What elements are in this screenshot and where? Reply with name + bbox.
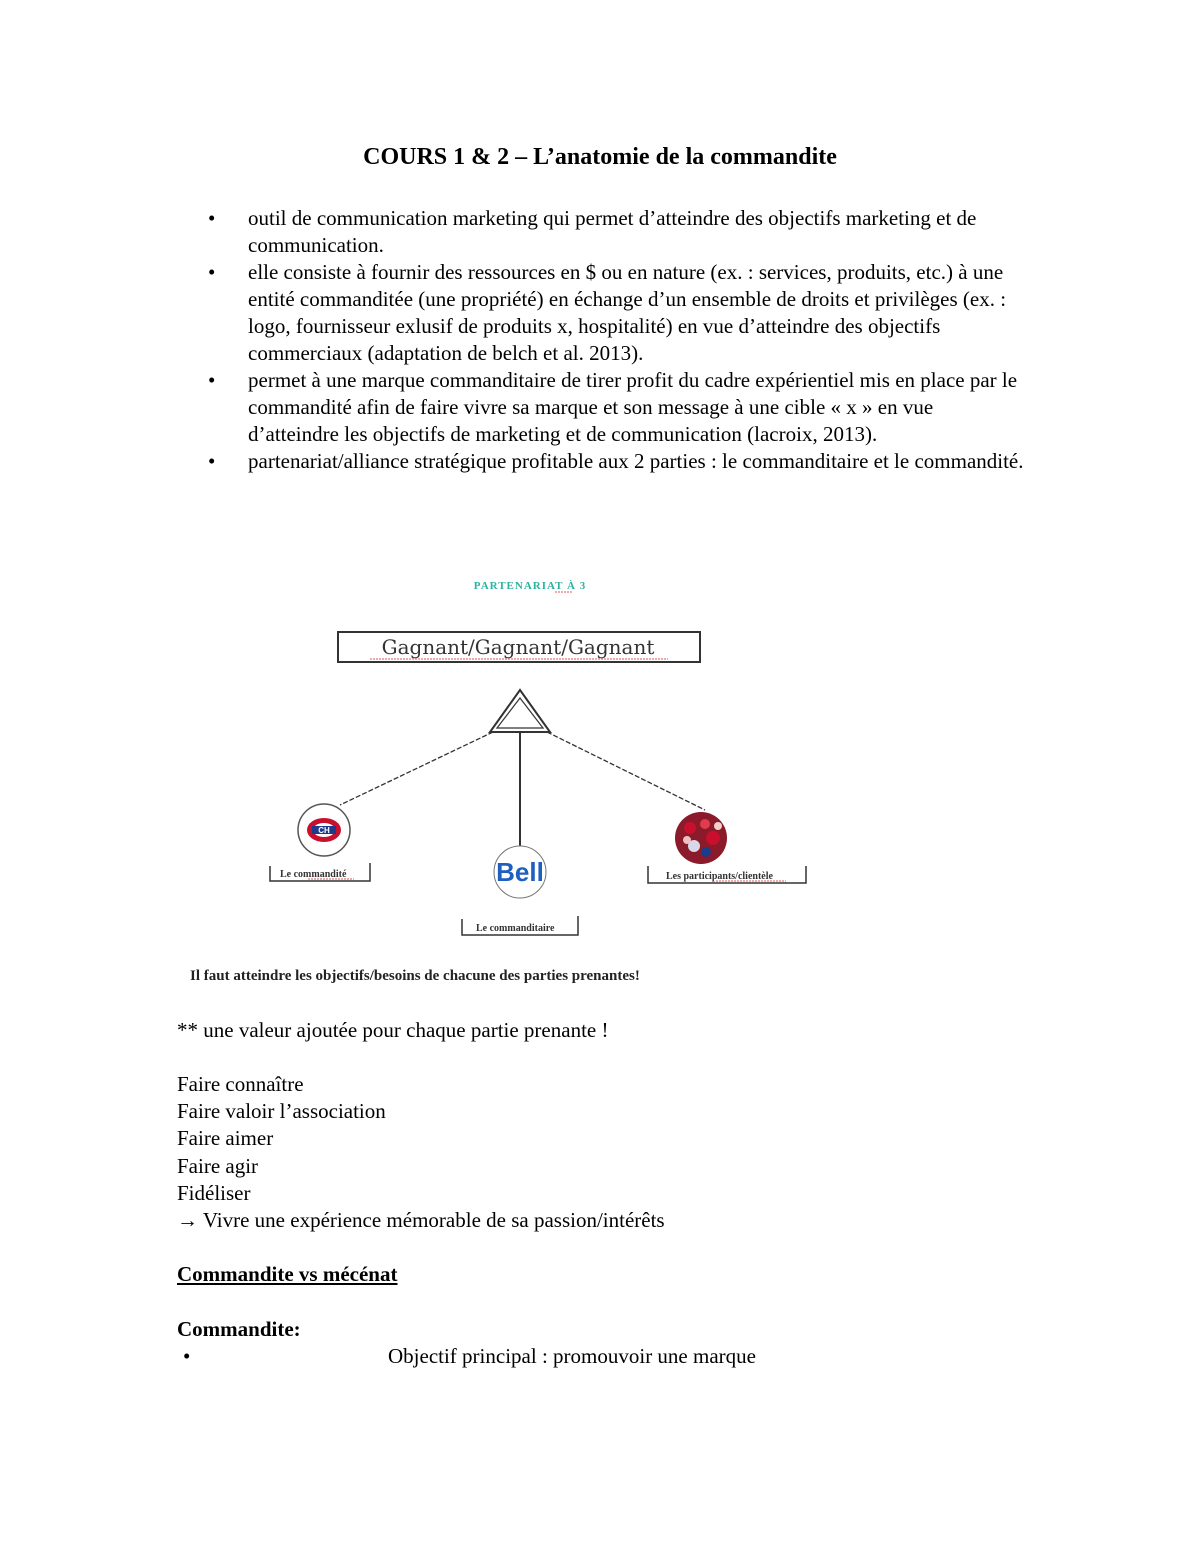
bullet-icon: • [208,449,216,473]
svg-text:CH: CH [318,826,330,835]
goal-item: Faire aimer [177,1126,274,1150]
label-commandite: Le commandité [280,869,347,880]
arrow-right-icon: → [177,1208,198,1232]
list-item: • outil de communication marketing qui permet d’atteindre des objectifs marketing et de communication. [208,206,977,257]
arrow-line: → Vivre une expérience mémorable de sa passion/intérêts [177,1208,665,1232]
definition-list [208,205,1028,475]
goal-item: Faire connaître [177,1072,304,1096]
list-item: • partenariat/alliance stratégique profitable aux 2 parties : le commanditaire et le commandité. [208,449,1024,473]
diagram-header: PARTENARIAT À 3 [473,580,587,592]
section-heading: Commandite vs mécénat [177,1262,398,1286]
sub-bullet-symbol [183,1343,190,1370]
partnership-diagram [250,570,830,950]
page-title: COURS 1 & 2 – L’anatomie de la commandite [363,144,837,170]
svg-text:Bell: Bell [496,857,544,887]
label-commanditaire: Le commanditaire [476,923,555,934]
goal-item: Faire valoir l’association [177,1099,386,1123]
subheading: Commandite: [177,1317,301,1341]
canadiens-logo-icon [298,804,350,856]
connector-right [547,732,705,810]
list-item: • elle consiste à fournir des ressources en $ ou en nature (ex. : services, produits, etc.) à une entité commanditée (une propriété) en échange d’un ensemble de droits et privilèges (ex. : logo, fournisseur exlusif de produits x, hospitalité) en vue d’atteindre des objectifs commerciaux (adaptation de belch et al. 2013). [208,260,1007,365]
label-participants: Les participants/clientèle [666,871,773,882]
bell-logo-icon [494,846,546,898]
bullet-icon: • [208,206,216,230]
sub-bullet-text: Objectif principal : promouvoir une marque [388,1344,756,1368]
diagram-graphic [250,570,830,950]
title-box-text: Gagnant/Gagnant/Gagnant [381,635,655,659]
goal-item: Fidéliser [177,1181,251,1205]
goal-item: Faire agir [177,1154,259,1178]
diagram-caption: Il faut atteindre les objectifs/besoins de chacune des parties prenantes! [190,968,640,984]
value-line: ** une valeur ajoutée pour chaque partie prenante ! [177,1018,609,1042]
crowd-photo-icon [675,812,727,864]
bullet-icon: • [208,368,216,392]
bullet-icon: • [183,1344,191,1368]
connector-left [340,732,493,805]
bullet-icon: • [208,260,216,284]
list-item: • permet à une marque commanditaire de tirer profit du cadre expérientiel mis en place par le commandité afin de faire vivre sa marque et son message à une cible « x » en vue d’atteindre les objectifs de marketing et de communication (lacroix, 2013). [208,368,1018,446]
